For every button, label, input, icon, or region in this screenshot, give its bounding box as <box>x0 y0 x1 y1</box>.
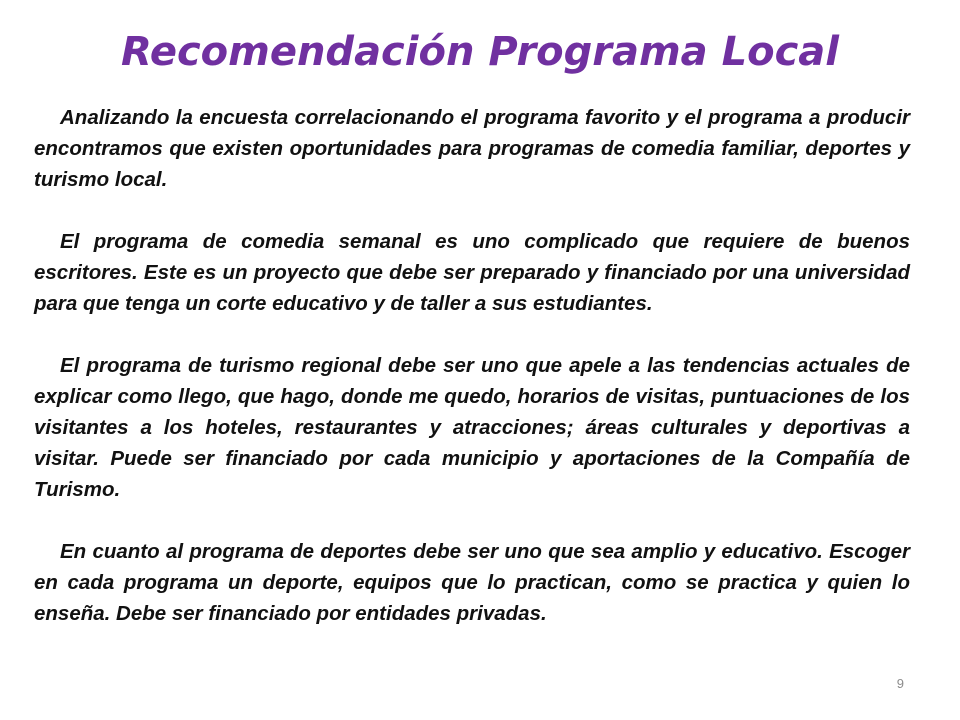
paragraph-intro: Analizando la encuesta correlacionando el programa favorito y el programa a producir encontramos que existen oportunidades para programas de comedia familiar, deportes y turismo local. <box>34 106 910 191</box>
page-number: 9 <box>896 676 904 691</box>
paragraph-sports: En cuanto al programa de deportes debe ser uno que sea amplio y educativo. Escoger en cada programa un deporte, equipos que lo practican, como se practica y quien lo enseña. Debe ser financiado por entidades privadas. <box>34 540 910 625</box>
slide-title: Recomendación Programa Local <box>121 29 839 75</box>
paragraph-tourism: El programa de turismo regional debe ser uno que apele a las tendencias actuales de explicar como llego, que hago, donde me quedo, horarios de visitas, puntuaciones de los visitantes a los hoteles, restaurantes y atracciones; áreas culturales y deportivas a visitar. Puede ser financiado por cada municipio y aportaciones de la Compañía de Turismo. <box>34 354 910 501</box>
slide-body <box>34 102 910 629</box>
paragraph-comedy: El programa de comedia semanal es uno complicado que requiere de buenos escritores. Este es un proyecto que debe ser preparado y financiado por una universidad para que tenga un corte educativo y de taller a sus estudiantes. <box>34 230 910 315</box>
